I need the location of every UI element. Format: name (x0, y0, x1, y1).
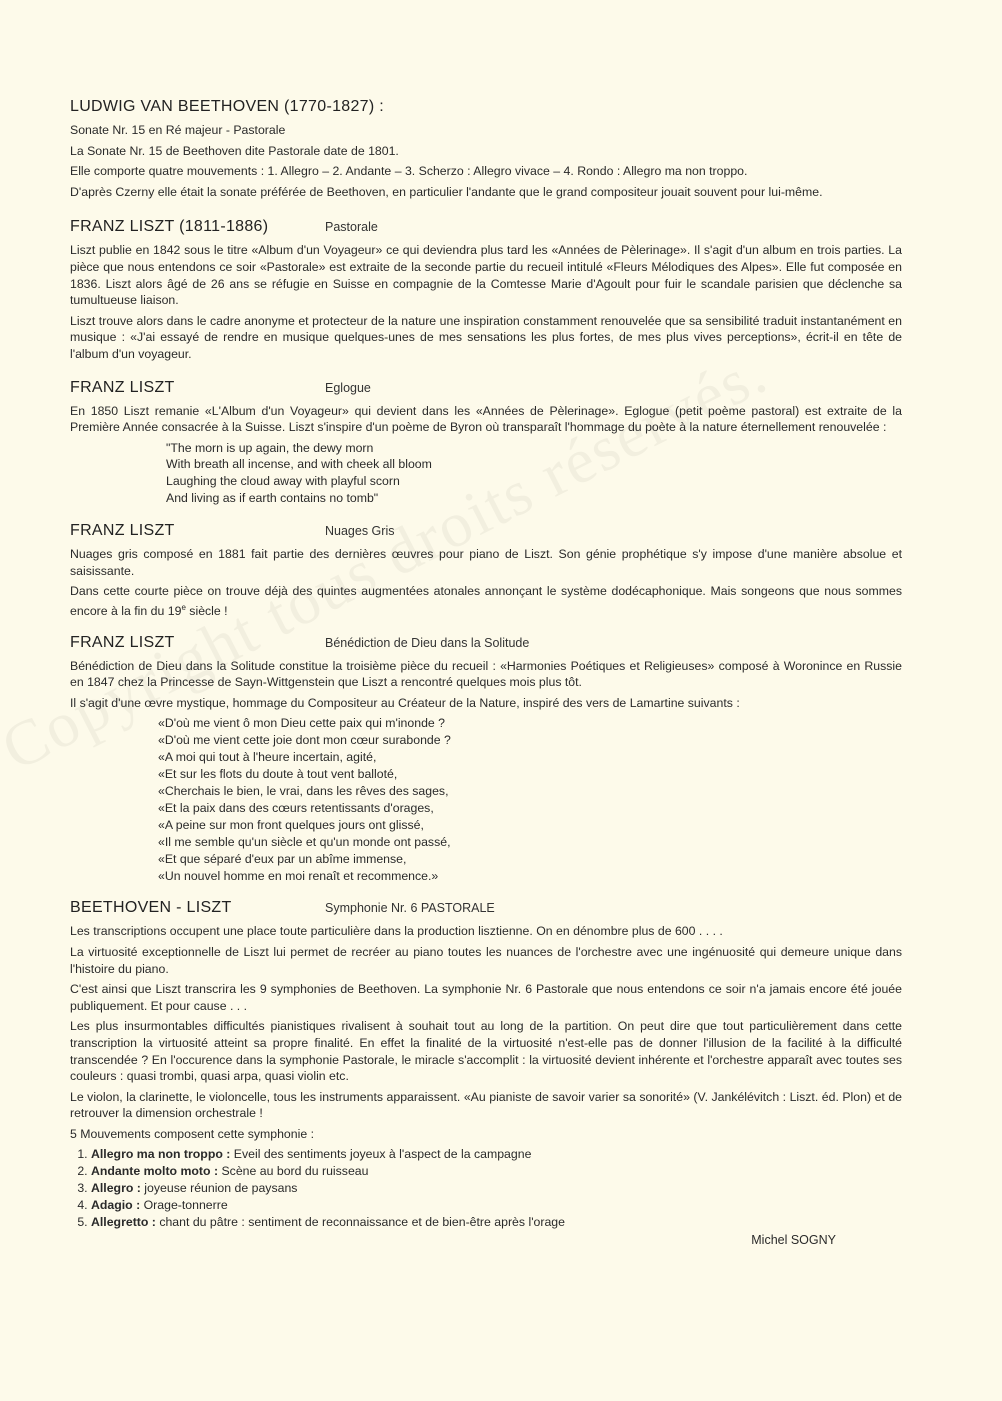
section-liszt-pastorale (70, 218, 902, 362)
author-signature: Michel SOGNY (751, 1233, 836, 1248)
section-liszt-nuages-gris (70, 522, 902, 619)
paragraph: En 1850 Liszt remanie «L'Album d'un Voyageur» qui devient dans les «Années de Pèlerinage». Eglogue (petit poème pastoral) est extraite de la Première Année consacrée à la Suisse. Liszt s'inspire d'un poème de Byron où transparaît l'hommage du poète à la nature éternellement renouvelée : (70, 403, 902, 435)
section-beethoven-sonata (70, 98, 902, 200)
verse-line: «A peine sur mon front quelques jours ont glissé, (158, 818, 424, 833)
verse-line: "The morn is up again, the dewy morn (166, 440, 374, 455)
paragraph: Liszt trouve alors dans le cadre anonyme et protecteur de la nature une inspiration constamment renouvelée que sa sensibilité traduit instantanément en musique : «J'ai essayé de rendre en musique quelques-unes de mes sensations les plus fortes, de mes plus vives perceptions», écrit-il en tête de l'album d'un voyageur. (70, 313, 902, 361)
composer-heading: FRANZ LISZT (70, 378, 175, 396)
verse-line: «Et sur les flots du doute à tout vent balloté, (158, 767, 398, 782)
section-liszt-eglogue (70, 379, 902, 507)
composer-heading: FRANZ LISZT (70, 522, 175, 540)
list-item: 4. Adagio : Orage-tonnerre (91, 1197, 902, 1214)
list-item: 3. Allegro : joyeuse réunion de paysans (91, 1180, 902, 1197)
verse-line: «Il me semble qu'un siècle et qu'un monde ont passé, (158, 835, 451, 850)
verse-line: «Et la paix dans des cœurs retentissants d'orages, (158, 801, 434, 816)
paragraph: D'après Czerny elle était la sonate préférée de Beethoven, en particulier l'andante que le grand compositeur jouait souvent pour lui-même. (70, 184, 823, 199)
paragraph: La Sonate Nr. 15 de Beethoven dite Pastorale date de 1801. (70, 143, 399, 158)
work-title: Eglogue (325, 380, 371, 395)
program-notes (70, 98, 902, 1247)
verse-line: «A moi qui tout à l'heure incertain, agité, (158, 750, 377, 765)
verse-line: «D'où me vient cette joie dont mon cœur surabonde ? (158, 733, 451, 748)
paragraph: 5 Mouvements composent cette symphonie : (70, 1126, 315, 1141)
work-title: Bénédiction de Dieu dans la Solitude (325, 635, 530, 650)
list-item: 5. Allegretto : chant du pâtre : sentiment de reconnaissance et de bien-être après l'orage (91, 1214, 902, 1231)
byron-verse (166, 440, 902, 506)
lamartine-verse (158, 715, 902, 885)
paragraph: Dans cette courte pièce on trouve déjà des quintes augmentées atonales annonçant le système dodécaphonique. Mais songeons que nous sommes encore à la fin du 19e siècle ! (70, 584, 902, 618)
work-title: Nuages Gris (325, 524, 395, 539)
paragraph: Sonate Nr. 15 en Ré majeur - Pastorale (70, 123, 286, 137)
verse-line: «Et que séparé d'eux par un abîme immense, (158, 852, 407, 867)
paragraph: C'est ainsi que Liszt transcrira les 9 symphonies de Beethoven. La symphonie Nr. 6 Pastorale que nous entendons ce soir n'a jamais encore été jouée publiquement. Et pour cause . . . (70, 982, 902, 1013)
verse-line: «Un nouvel homme en moi renaît et recommence.» (158, 869, 439, 884)
paragraph: Le violon, la clarinette, le violoncelle, tous les instruments apparaissent. «Au pianiste de savoir varier sa sonorité» (V. Jankélévitch : Liszt. éd. Plon) et de retrouver la dimension orchestrale ! (70, 1089, 902, 1121)
verse-line: «D'où me vient ô mon Dieu cette paix qui m'inonde ? (158, 716, 446, 731)
work-title: Pastorale (325, 220, 378, 235)
work-title: Symphonie Nr. 6 PASTORALE (325, 901, 495, 916)
paragraph: La virtuosité exceptionnelle de Liszt lui permet de recréer au piano toutes les nuances de l'orchestre avec une ingénuosité qui demeure unique dans l'histoire du piano. (70, 944, 902, 976)
verse-line: And living as if earth contains no tomb" (166, 490, 379, 505)
paragraph: Bénédiction de Dieu dans la Solitude constitue la troisième pièce du recueil : «Harmonies Poétiques et Religieuses» composé à Woronince en Russie en 1847 chez la Princesse de Sayn-Wittgenstein que Liszt a rencontré quelques mois plus tôt. (70, 658, 902, 690)
composer-heading: FRANZ LISZT (70, 633, 175, 651)
section-beethoven-liszt-symphony (70, 899, 902, 1247)
composer-heading: FRANZ LISZT (1811-1886) (70, 218, 269, 236)
list-item: 2. Andante molto moto : Scène au bord du ruisseau (91, 1163, 902, 1180)
movements-list (70, 1146, 902, 1231)
paragraph: Les transcriptions occupent une place toute particulière dans la production lisztienne. On en dénombre plus de 600 . . . . (70, 924, 723, 939)
verse-line: With breath all incense, and with cheek all bloom (166, 457, 432, 472)
paragraph: Liszt publie en 1842 sous le titre «Album d'un Voyageur» ce qui deviendra plus tard les «Années de Pèlerinage». Il s'agit d'un album en trois parties. La pièce que nous entendons ce soir «Pastorale» est extraite de la seconde partie du recueil intitulé «Fleurs Mélodiques des Alpes». Elle fut composée en 1836. Liszt alors âgé de 26 ans se réfugie en Suisse en compagnie de la Comtesse Marie d'Agoult pour fuir le scandale parisien que déclenche sa tumultueuse liaison. (70, 243, 902, 308)
verse-line: Laughing the cloud away with playful scorn (166, 473, 400, 488)
section-liszt-benediction (70, 634, 902, 886)
list-item: 1. Allegro ma non troppo : Eveil des sentiments joyeux à l'aspect de la campagne (91, 1146, 902, 1163)
verse-line: «Cherchais le bien, le vrai, dans les rêves des sages, (158, 784, 449, 799)
paragraph: Il s'agit d'une œvre mystique, hommage du Compositeur au Créateur de la Nature, inspiré des vers de Lamartine suivants : (70, 695, 740, 710)
paragraph: Elle comporte quatre mouvements : 1. Allegro – 2. Andante – 3. Scherzo : Allegro vivace – 4. Rondo : Allegro ma non troppo. (70, 164, 748, 179)
paragraph: Nuages gris composé en 1881 fait partie des dernières œuvres pour piano de Liszt. Son génie prophétique s'y impose d'une manière absolue et saisissante. (70, 547, 902, 578)
composer-heading: BEETHOVEN - LISZT (70, 899, 232, 917)
paragraph: Les plus insurmontables difficultés pianistiques rivalisent à souhait tout au long de la partition. On peut dire que tout particulièrement dans cette transcription la virtuosité atteint sa propre finalité. En effet la finalité de la virtuosité n'est-elle pas de donner l'illusion de la facilité à la difficulté transcendée ? En l'occurence dans la symphonie Pastorale, le miracle s'accomplit : la virtuosité devient inhérente et l'orchestre apparaît avec toutes ses couleurs : quasi trombi, quasi arpa, quasi violin etc. (70, 1019, 902, 1084)
composer-heading: LUDWIG VAN BEETHOVEN (1770-1827) : (70, 98, 384, 115)
